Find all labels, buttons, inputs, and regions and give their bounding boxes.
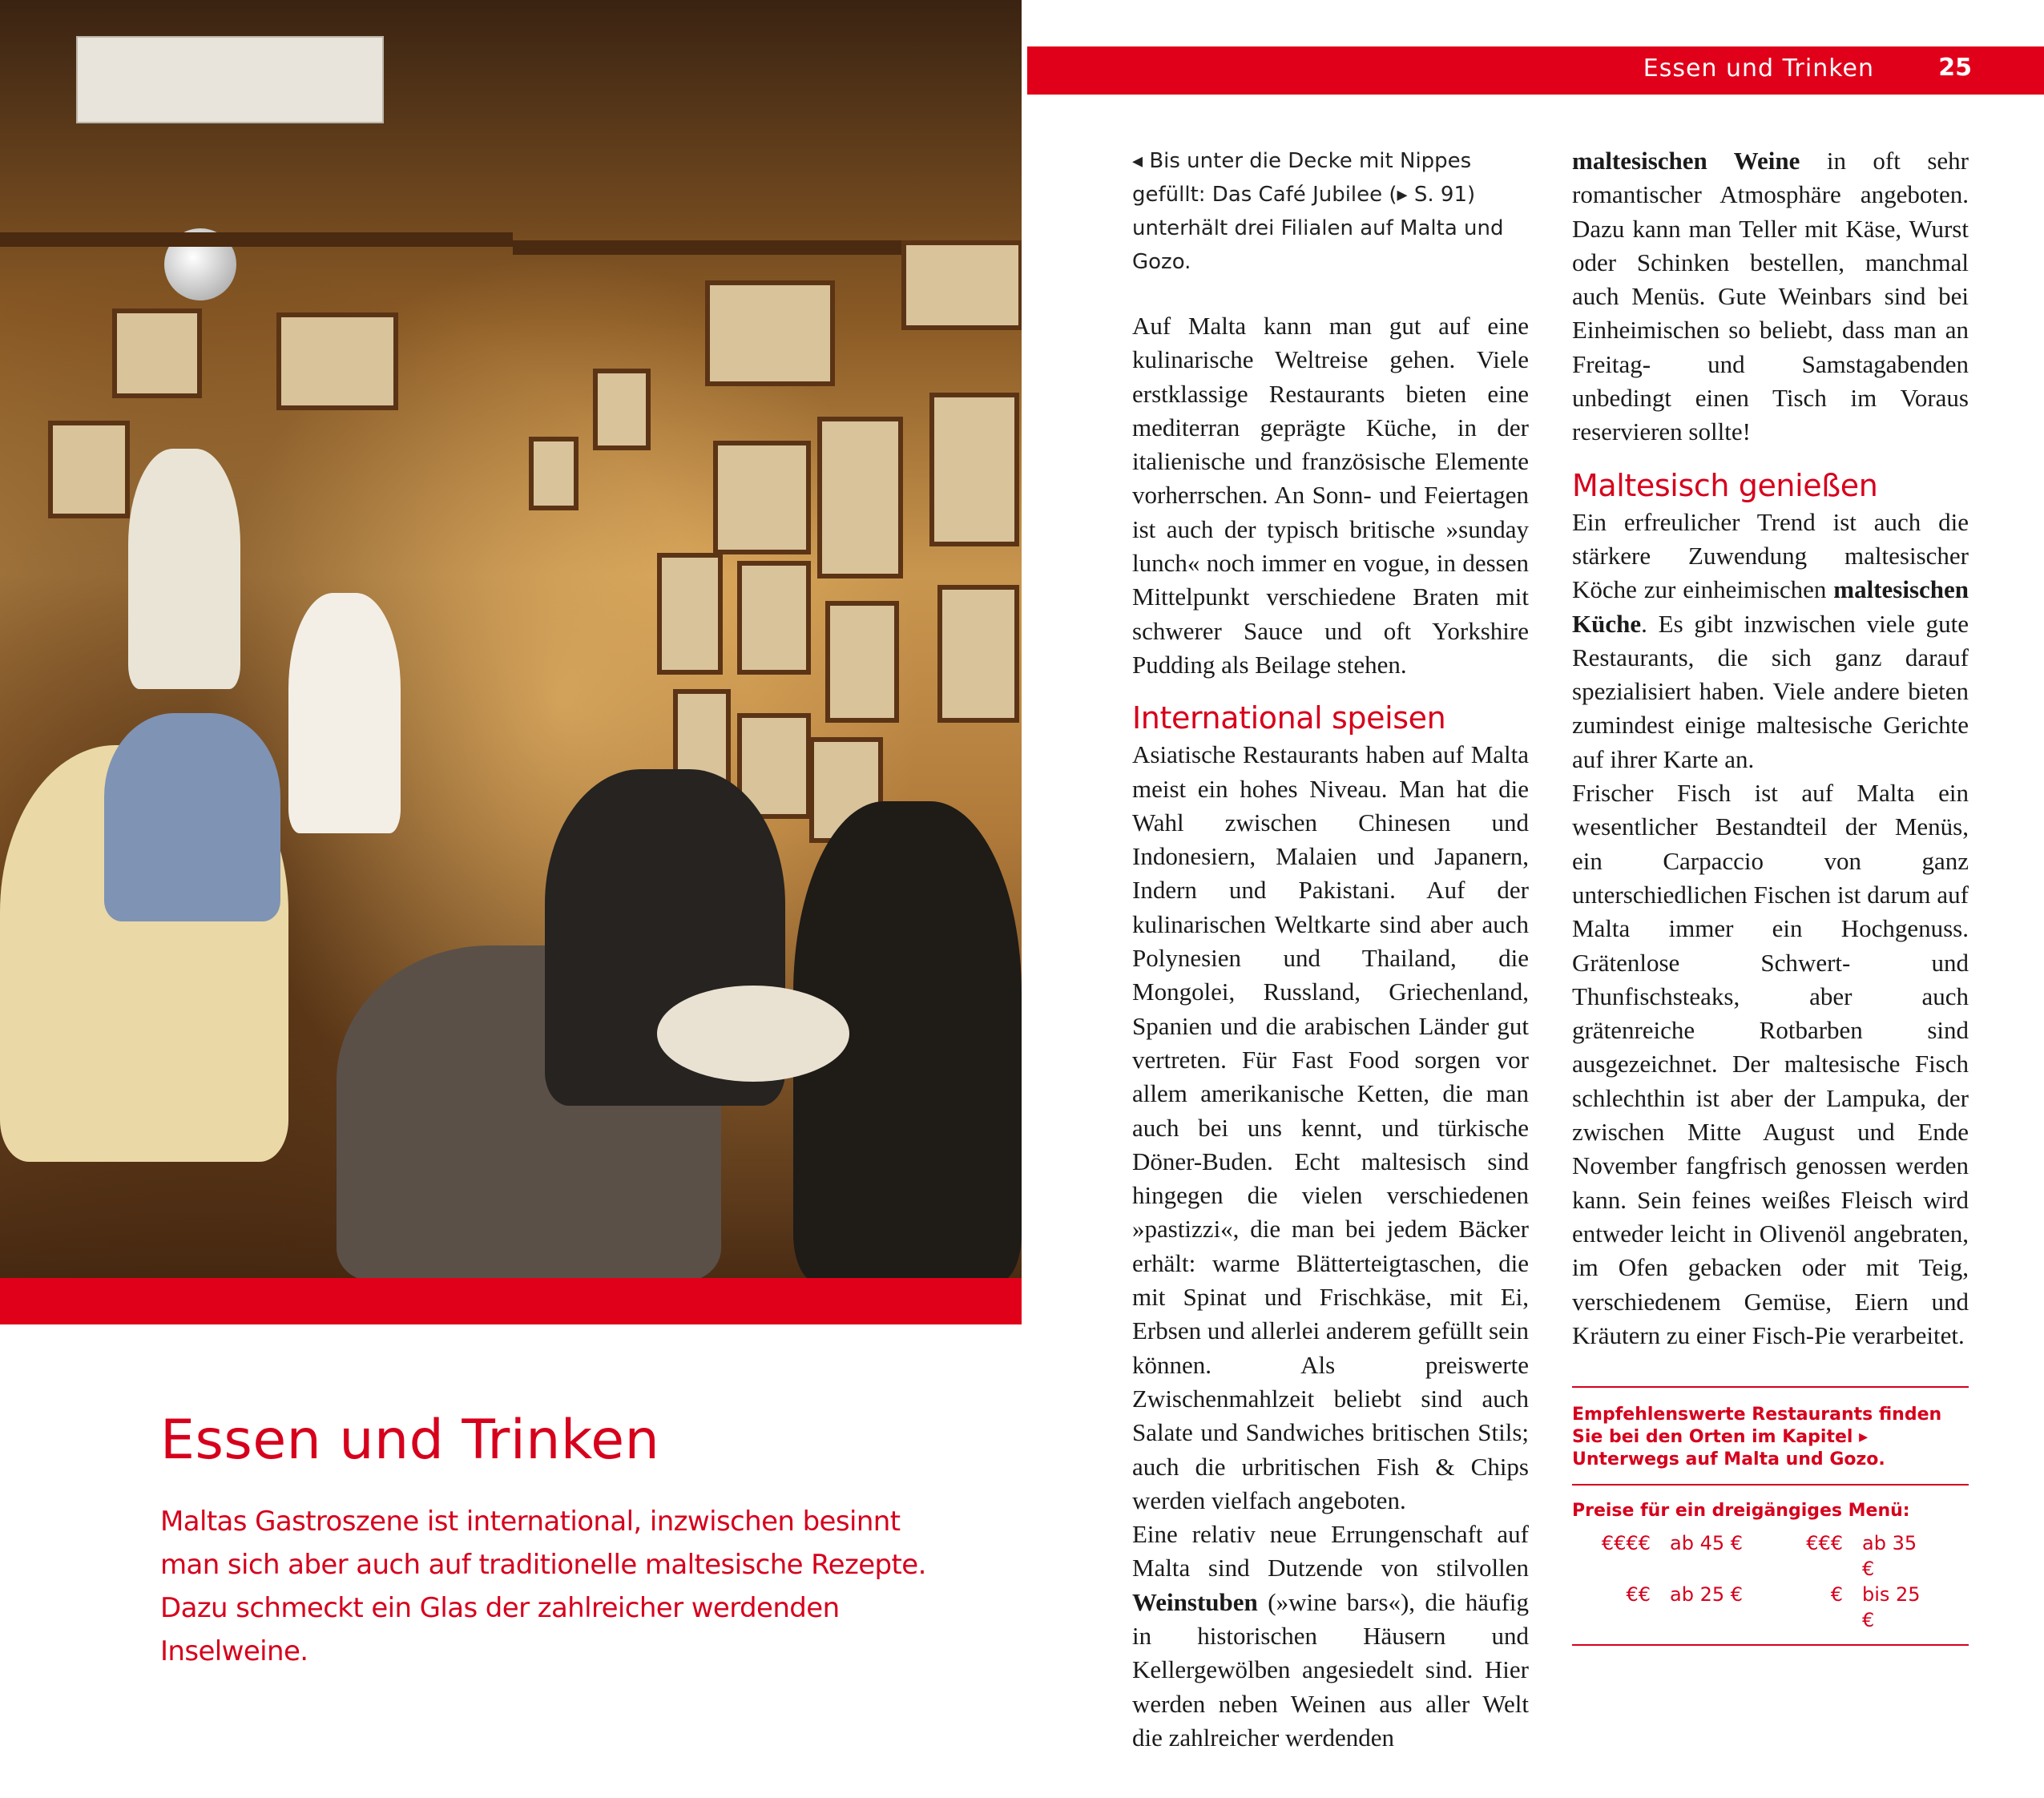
section-heading: Maltesisch genießen — [1572, 467, 1878, 503]
wall-picture — [276, 312, 398, 410]
price-value: bis 25 € — [1862, 1583, 1921, 1632]
paragraph — [1132, 1518, 1529, 1755]
air-conditioner — [76, 36, 384, 123]
header-title: Essen und Trinken — [1643, 54, 1874, 83]
wall-shelf — [0, 232, 513, 247]
wall-picture — [705, 280, 835, 386]
restaurant-recommendation: Empfehlenswerte Restaurants finden Sie bei den Orten im Kapitel ▸ Unterwegs auf Malta und Gozo. — [1572, 1405, 1942, 1470]
price-symbol: €€€ — [1806, 1532, 1843, 1555]
info-box — [1572, 1386, 1969, 1646]
photo-caption: ◂ Bis unter die Decke mit Nippes gefüllt: Das Café Jubilee (▸ S. 91) unterhält drei Filialen auf Malta und Gozo. — [1132, 149, 1504, 274]
wall-picture — [593, 369, 651, 450]
wall-picture — [937, 585, 1019, 723]
wall-picture — [929, 393, 1019, 546]
photo-red-band — [0, 1278, 1022, 1324]
page-number: 25 — [1938, 54, 1972, 82]
price-value: ab 35 € — [1862, 1532, 1917, 1581]
paragraph: Asiatische Restaurants haben auf Malta meist ein hohes Niveau. Man hat die Wahl zwischen Chinesen und Indonesiern, Malaien und Japanern, Indern und Pakistani. Auf der kulinarischen Weltkarte sind aber auch Polynesien und Thailand, die Mongolei, Russland, Griechenland, Spanien und die arabischen Länder gut vertreten. Für Fast Food sorgen vor allem amerikanische Ketten, die man auch bei uns kennt, und türkische Döner-Buden. Echt maltesisch sind hingegen die vielen verschiedenen »pastizzi«, die man bei jedem Bäcker erhält: warme Blätterteigtaschen, die mit Spinat und Frischkäse, mit Ei, Erbsen und allerlei anderem gefüllt sein können. Als preiswerte Zwischenmahlzeit beliebt sind auch Salate und Sandwiches britischen Stils; auch die urbritischen Fish & Chips werden vielfach angeboten. — [1132, 740, 1529, 1514]
wall-picture — [817, 417, 903, 579]
price-list — [1572, 1530, 1969, 1633]
wall-picture — [825, 601, 899, 723]
wall-picture — [901, 240, 1022, 330]
paragraph: Frischer Fisch ist auf Malta ein wesentlicher Bestandteil der Menüs, ein Carpaccio von ganz unterschiedlichen Fischen ist darum auf Malta immer ein Hochgenuss. Grätenlose Schwert- und Thunfischsteaks, aber auch grätenreiche Rotbarben sind ausgezeichnet. Der maltesische Fisch schlechthin ist aber der Lampuka, der zwischen Mitte August und Ende November fangfrisch genossen werden kann. Sein feines weißes Fleisch wird entweder leicht in Olivenöl angebraten, im Ofen gebacken oder mit Teig, verschiedenem Gemüse, Eiern und Kräutern zu einer Fisch-Pie verarbeitet. — [1572, 779, 1969, 1349]
text-run: (»wine bars«), die häufig in historischen Häusern und Kellergewölben angesiedelt sind. Hier werden neben Weinen aus aller Welt die zahlreicher werdenden — [1132, 1587, 1530, 1752]
price-symbol: € — [1830, 1583, 1843, 1607]
price-value: ab 45 € — [1670, 1532, 1744, 1555]
chapter-intro: Maltas Gastroszene ist international, inzwischen besinnt man sich aber auch auf traditionelle maltesische Rezepte. Dazu schmeckt ein Glas der zahlreicher werdenden Inselweine. — [160, 1506, 926, 1667]
text-run: Ein erfreulicher Trend ist auch die stärkere Zuwendung maltesischer Köche zur einheimischen — [1572, 507, 1969, 604]
text-run: in oft sehr romantischer Atmosphäre angeboten. Dazu kann man Teller mit Käse, Wurst oder Schinken bestellen, manchmal auch Menüs. Gute Weinbars sind bei Einheimischen so beliebt, dass man an Freitag- und Samstagabenden unbedingt einen Tisch im Voraus reservieren sollte! — [1572, 147, 1969, 446]
section-heading: International speisen — [1132, 700, 1446, 736]
paragraph — [1572, 506, 1969, 776]
body-text — [1132, 309, 1529, 1755]
divider — [1572, 1484, 1969, 1486]
body-text — [1572, 144, 1969, 1353]
price-value: ab 25 € — [1670, 1583, 1744, 1607]
text-run: Eine relativ neue Errungenschaft auf Malta sind Dutzende von stilvollen — [1132, 1520, 1529, 1582]
divider — [1572, 1644, 1969, 1646]
paragraph: Auf Malta kann man gut auf eine kulinarische Weltreise gehen. Viele erstklassige Restaurants bieten eine mediterran geprägte Küche, in der italienische und französische Elemente vorherrschen. An Sonn- und Feiertagen ist auch der typisch britische »sunday lunch« noch immer en vogue, in dessen Mittelpunkt verschiedene Braten mit schwerer Sauce und oft Yorkshire Pudding als Beilage stehen. — [1132, 312, 1529, 679]
cafe-table — [657, 986, 849, 1082]
coat-on-hook — [128, 449, 240, 689]
price-symbol: €€ — [1626, 1583, 1651, 1607]
wall-picture — [48, 421, 130, 518]
guest — [104, 713, 280, 921]
price-symbol: €€€€ — [1601, 1532, 1651, 1555]
text-run: . Es gibt inzwischen viele gute Restaurants, die sich ganz darauf spezialisiert haben. Viele andere bieten zumindest einige maltesische Gerichte auf ihrer Karte an. — [1572, 609, 1969, 773]
wall-picture — [112, 308, 202, 398]
text-column-left — [1132, 144, 1529, 1755]
bold-term: maltesischen Küche — [1572, 575, 1969, 638]
wall-picture — [657, 553, 723, 675]
chapter-title: Essen und Trinken — [160, 1409, 660, 1472]
wall-picture — [737, 561, 811, 675]
running-header — [1027, 46, 2044, 95]
waiter — [288, 593, 401, 833]
cafe-photo — [0, 0, 1022, 1278]
paragraph — [1572, 144, 1969, 450]
text-column-right — [1572, 144, 1969, 1646]
bold-term: Weinstuben — [1132, 1587, 1258, 1616]
price-title: Preise für ein dreigängiges Menü: — [1572, 1501, 1910, 1522]
wall-picture — [529, 437, 579, 510]
bold-term: maltesischen Weine — [1572, 147, 1800, 175]
wall-picture — [713, 441, 811, 554]
